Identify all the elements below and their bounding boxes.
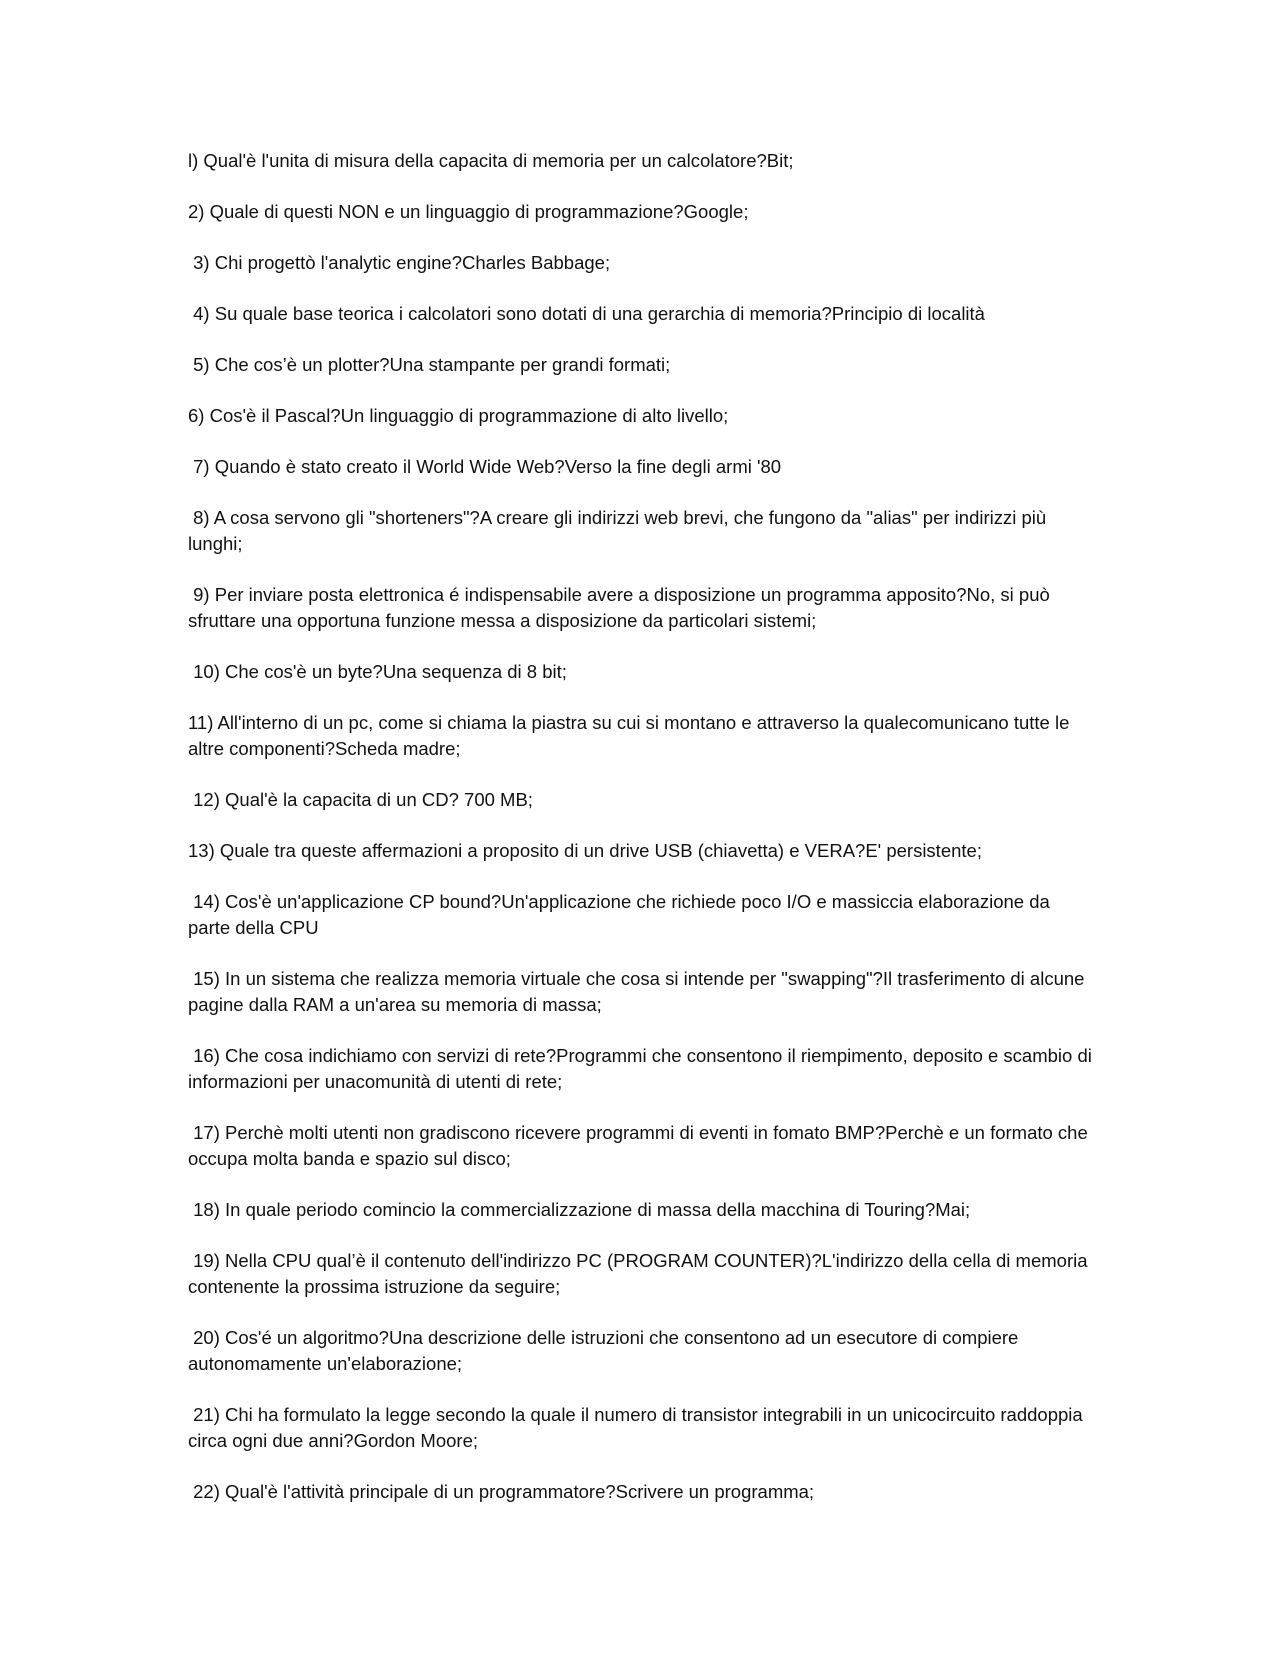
qa-item-6: 6) Cos'è il Pascal?Un linguaggio di programmazione di alto livello; [188, 405, 729, 426]
qa-item-22: 22) Qual'è l'attività principale di un programmatore?Scrivere un programma; [188, 1481, 815, 1502]
qa-item-8: 8) A cosa servono gli "shorteners"?A creare gli indirizzi web brevi, che fungono da "alias" per indirizzi più lunghi; [188, 507, 1052, 554]
qa-item-1: l) Qual'è l'unita di misura della capacita di memoria per un calcolatore?Bit; [188, 150, 794, 171]
qa-item-20: 20) Cos'é un algoritmo?Una descrizione delle istruzioni che consentono ad un esecutore di compiere autonomamente un'elaborazione; [188, 1327, 1024, 1374]
qa-item-13: 13) Quale tra queste affermazioni a proposito di un drive USB (chiavetta) e VERA?E' persistente; [188, 840, 982, 861]
qa-item-16: 16) Che cosa indichiamo con servizi di rete?Programmi che consentono il riempimento, deposito e scambio di informazioni per unacomunità di utenti di rete; [188, 1045, 1097, 1092]
qa-item-15: 15) In un sistema che realizza memoria virtuale che cosa si intende per "swapping"?Il trasferimento di alcune pagine dalla RAM a un'area su memoria di massa; [188, 968, 1090, 1015]
qa-item-14: 14) Cos'è un'applicazione CP bound?Un'applicazione che richiede poco I/O e massiccia elaborazione da parte della CPU [188, 891, 1055, 938]
qa-item-12: 12) Qual'è la capacita di un CD? 700 MB; [188, 789, 533, 810]
document-body [188, 148, 1097, 1530]
qa-item-7: 7) Quando è stato creato il World Wide Web?Verso la fine degli armi '80 [188, 456, 782, 477]
qa-item-4: 4) Su quale base teorica i calcolatori sono dotati di una gerarchia di memoria?Principio di località [188, 303, 985, 324]
qa-item-2: 2) Quale di questi NON e un linguaggio di programmazione?Google; [188, 201, 749, 222]
qa-item-19: 19) Nella CPU qual’è il contenuto dell'indirizzo PC (PROGRAM COUNTER)?L'indirizzo della cella di memoria contenente la prossima istruzione da seguire; [188, 1250, 1093, 1297]
qa-item-11: 11) All'interno di un pc, come si chiama la piastra su cui si montano e attraverso la qualecomunicano tutte le altre componenti?Scheda madre; [188, 712, 1075, 759]
qa-item-17: 17) Perchè molti utenti non gradiscono ricevere programmi di eventi in fomato BMP?Perchè e un formato che occupa molta banda e spazio sul disco; [188, 1122, 1093, 1169]
qa-item-5: 5) Che cos’è un plotter?Una stampante per grandi formati; [188, 354, 671, 375]
qa-item-21: 21) Chi ha formulato la legge secondo la quale il numero di transistor integrabili in un unicocircuito raddoppia circa ogni due anni?Gordon Moore; [188, 1404, 1088, 1451]
qa-item-10: 10) Che cos'è un byte?Una sequenza di 8 bit; [188, 661, 567, 682]
qa-item-18: 18) In quale periodo comincio la commercializzazione di massa della macchina di Touring?Mai; [188, 1199, 971, 1220]
qa-item-9: 9) Per inviare posta elettronica é indispensabile avere a disposizione un programma apposito?No, si può sfruttare una opportuna funzione messa a disposizione da particolari sistemi; [188, 584, 1055, 631]
qa-item-3: 3) Chi progettò l'analytic engine?Charles Babbage; [188, 252, 611, 273]
